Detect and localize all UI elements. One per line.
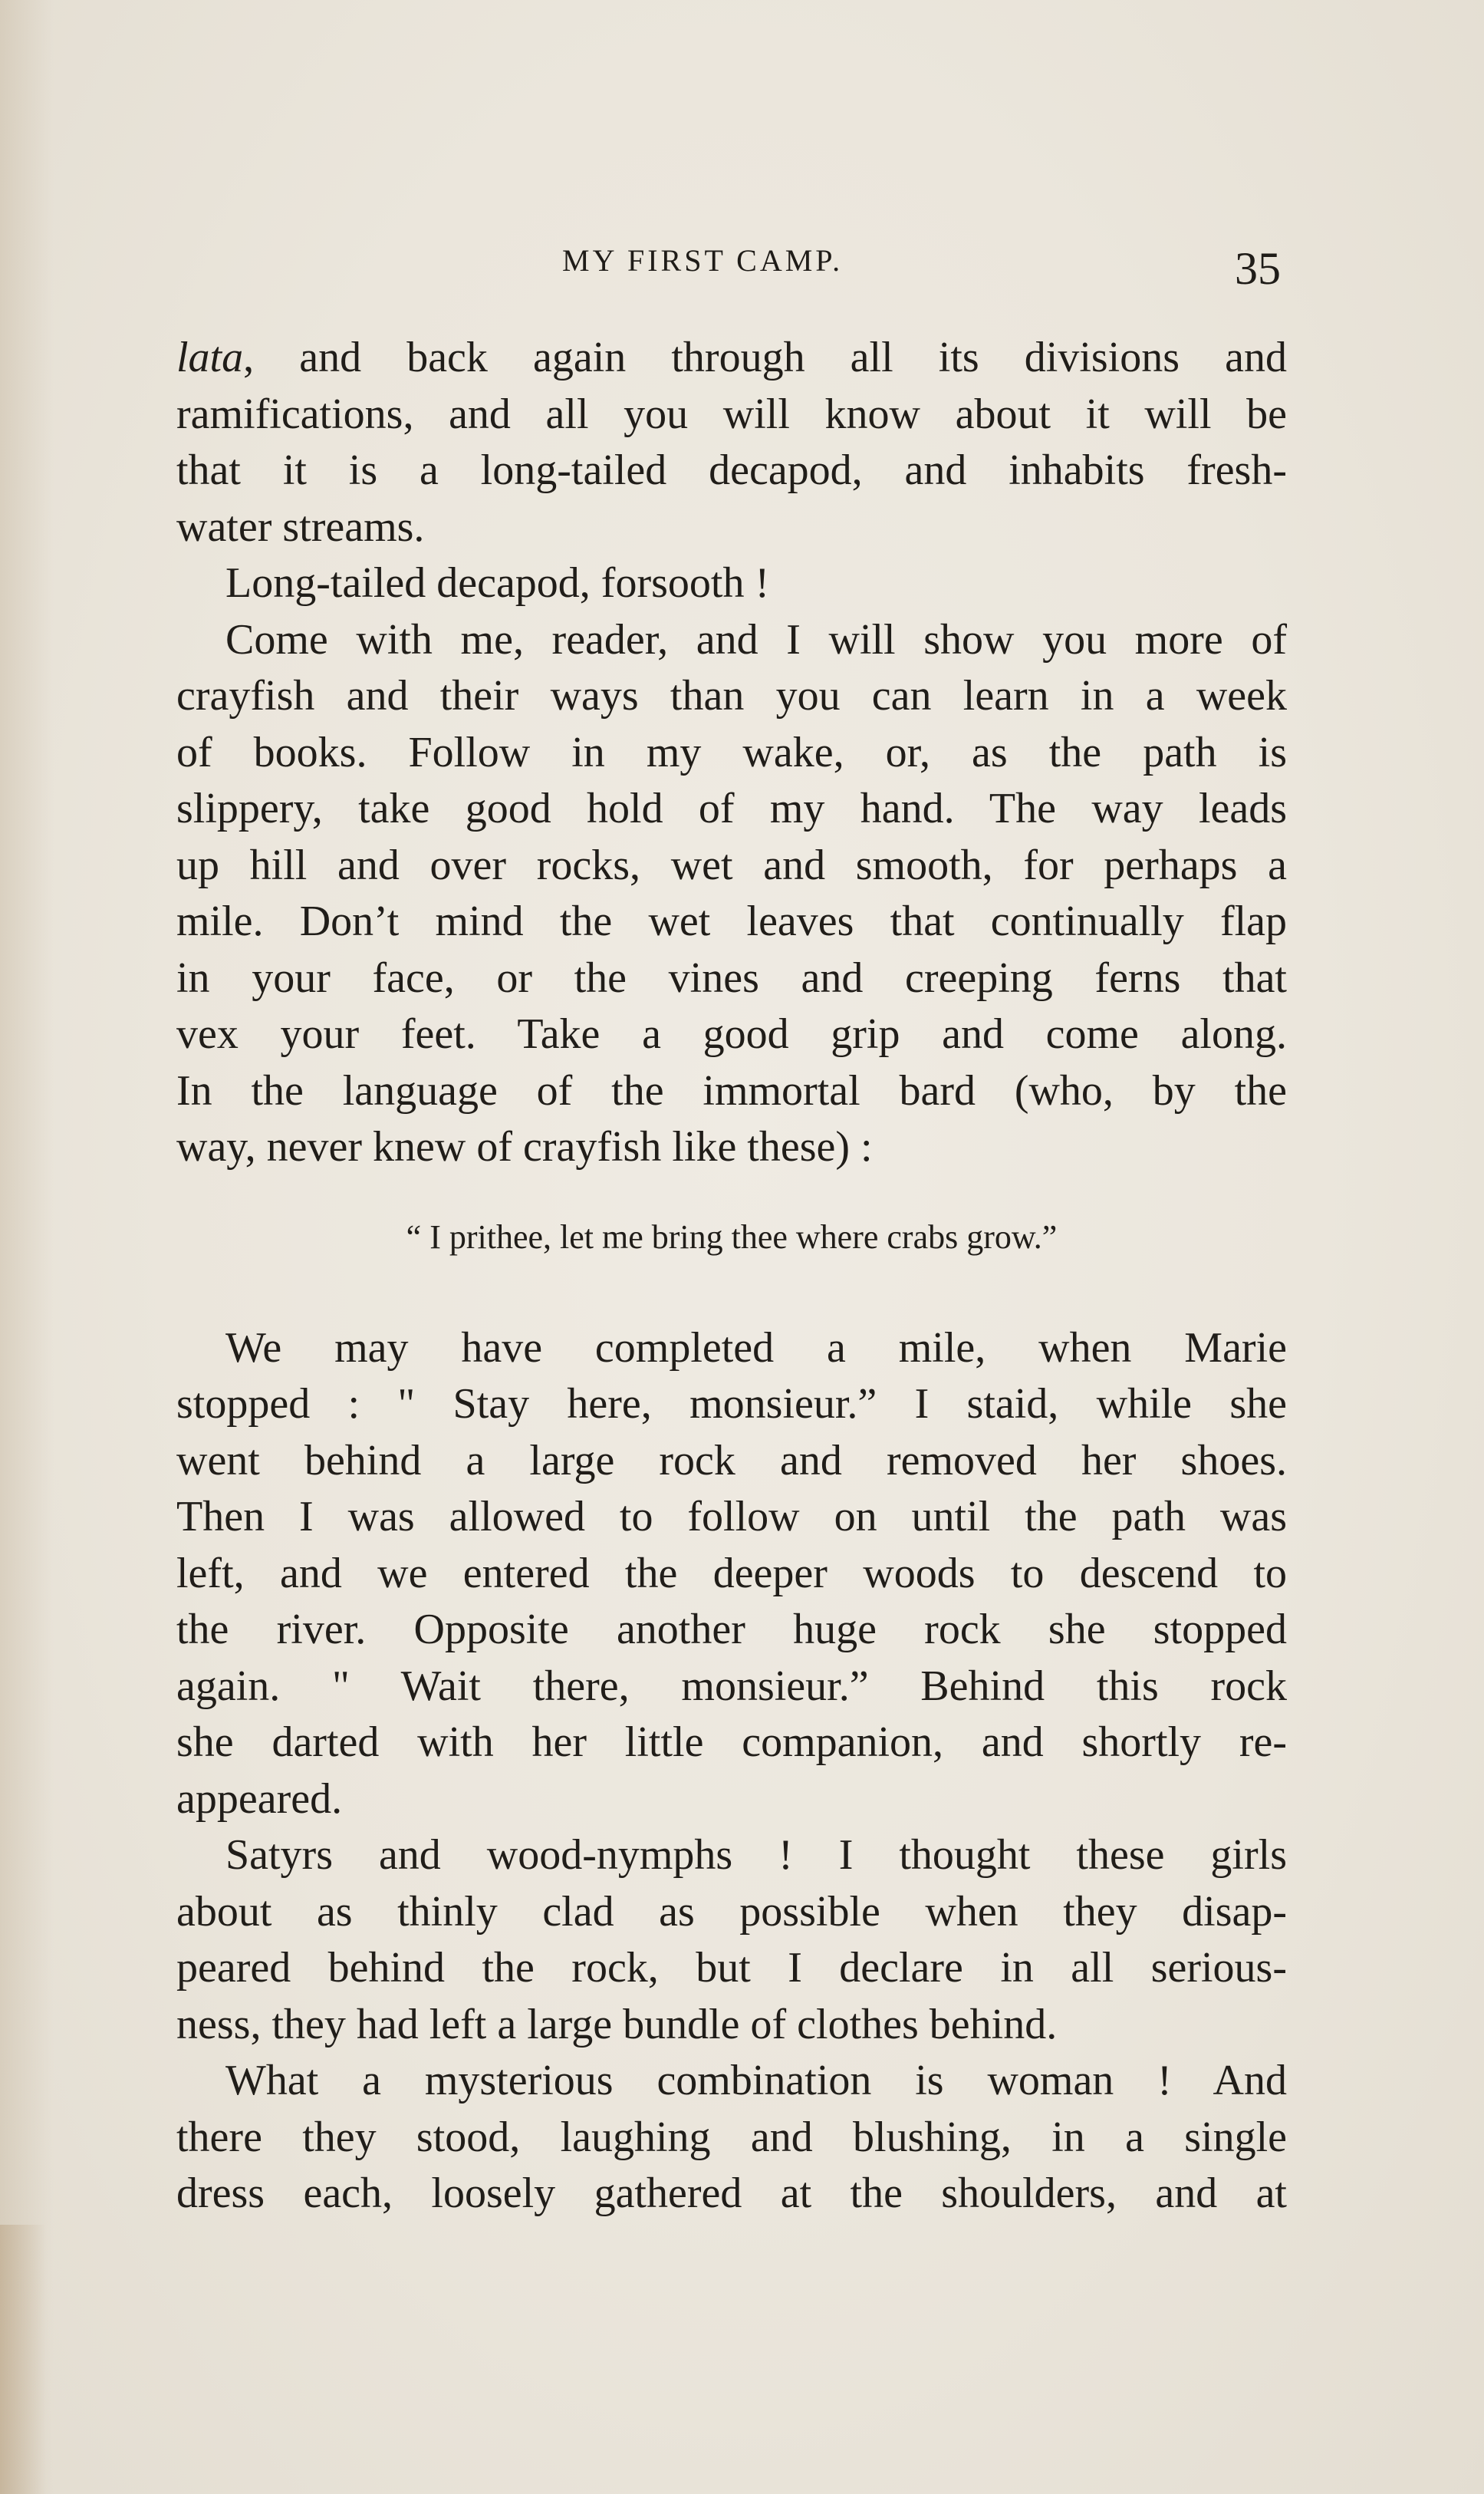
verse-quote: “ I prithee, let me bring thee where crabs grow.” — [406, 1217, 1058, 1256]
italic-word: lata — [176, 334, 244, 381]
text-line: What a mysterious combination is woman ! And — [225, 2057, 1287, 2104]
text-line: Long-tailed decapod, forsooth ! — [225, 559, 770, 607]
text-line: of books. Follow in my wake, or, as the path is — [176, 728, 1287, 776]
text-line: Satyrs and wood-nymphs ! I thought these girls — [225, 1831, 1287, 1879]
text-line: crayfish and their ways than you can learn in a week — [176, 672, 1287, 720]
paragraph-5 — [176, 1827, 1287, 2053]
paragraph-6 — [176, 2053, 1287, 2222]
text-line: left, and we entered the deeper woods to descend to — [176, 1549, 1287, 1597]
paragraph-4 — [176, 1320, 1287, 1828]
text-line: about as thinly clad as possible when they disap- — [176, 1887, 1287, 1936]
text-line: water streams. — [176, 502, 425, 551]
text-line: appeared. — [176, 1774, 343, 1823]
text-line: ramifications, and all you will know about it will be — [176, 390, 1287, 438]
text-line: ness, they had left a large bundle of clothes behind. — [176, 2000, 1058, 2048]
running-title: MY FIRST CAMP. — [562, 243, 844, 278]
text-line: way, never knew of crayfish like these) : — [176, 1123, 873, 1171]
text-line: again. " Wait there, monsieur.” Behind this rock — [176, 1662, 1287, 1710]
text-line: Come with me, reader, and I will show you more of — [225, 615, 1287, 664]
text-line: that it is a long-tailed decapod, and inhabits fresh- — [176, 446, 1287, 494]
paragraph-3 — [176, 612, 1287, 1176]
text-line: went behind a large rock and removed her shoes. — [176, 1436, 1287, 1484]
line-continuation: , and back again through all its divisions and — [243, 334, 1287, 381]
text-line: peared behind the rock, but I declare in all serious- — [176, 1944, 1287, 1992]
text-line: dress each, loosely gathered at the shoulders, and at — [176, 2169, 1287, 2217]
paragraph-1 — [176, 330, 1287, 555]
text-line: Then I was allowed to follow on until the path was — [176, 1493, 1287, 1540]
page-header — [0, 242, 1484, 304]
text-line — [176, 330, 1287, 387]
text-line: she darted with her little companion, and shortly re- — [176, 1718, 1287, 1766]
body-text — [176, 330, 1287, 2222]
text-line: stopped : " Stay here, monsieur.” I staid, while she — [176, 1380, 1287, 1428]
text-line: We may have completed a mile, when Marie — [225, 1323, 1287, 1372]
text-line: mile. Don’t mind the wet leaves that continually flap — [176, 898, 1287, 945]
page-stain — [0, 2225, 46, 2494]
text-line: In the language of the immortal bard (who, by the — [176, 1066, 1287, 1115]
text-line: in your face, or the vines and creeping ferns that — [176, 954, 1287, 1002]
text-line: the river. Opposite another huge rock she stopped — [176, 1606, 1287, 1653]
text-line: up hill and over rocks, wet and smooth, for perhaps a — [176, 841, 1287, 889]
text-line: slippery, take good hold of my hand. The way leads — [176, 785, 1287, 832]
text-line: vex your feet. Take a good grip and come along. — [176, 1010, 1287, 1058]
verse-quote-block — [176, 1176, 1287, 1320]
paragraph-2 — [176, 555, 1287, 612]
page-number: 35 — [1235, 243, 1281, 294]
text-line: there they stood, laughing and blushing, in a single — [176, 2113, 1287, 2161]
page-edge-shading — [0, 0, 54, 2494]
